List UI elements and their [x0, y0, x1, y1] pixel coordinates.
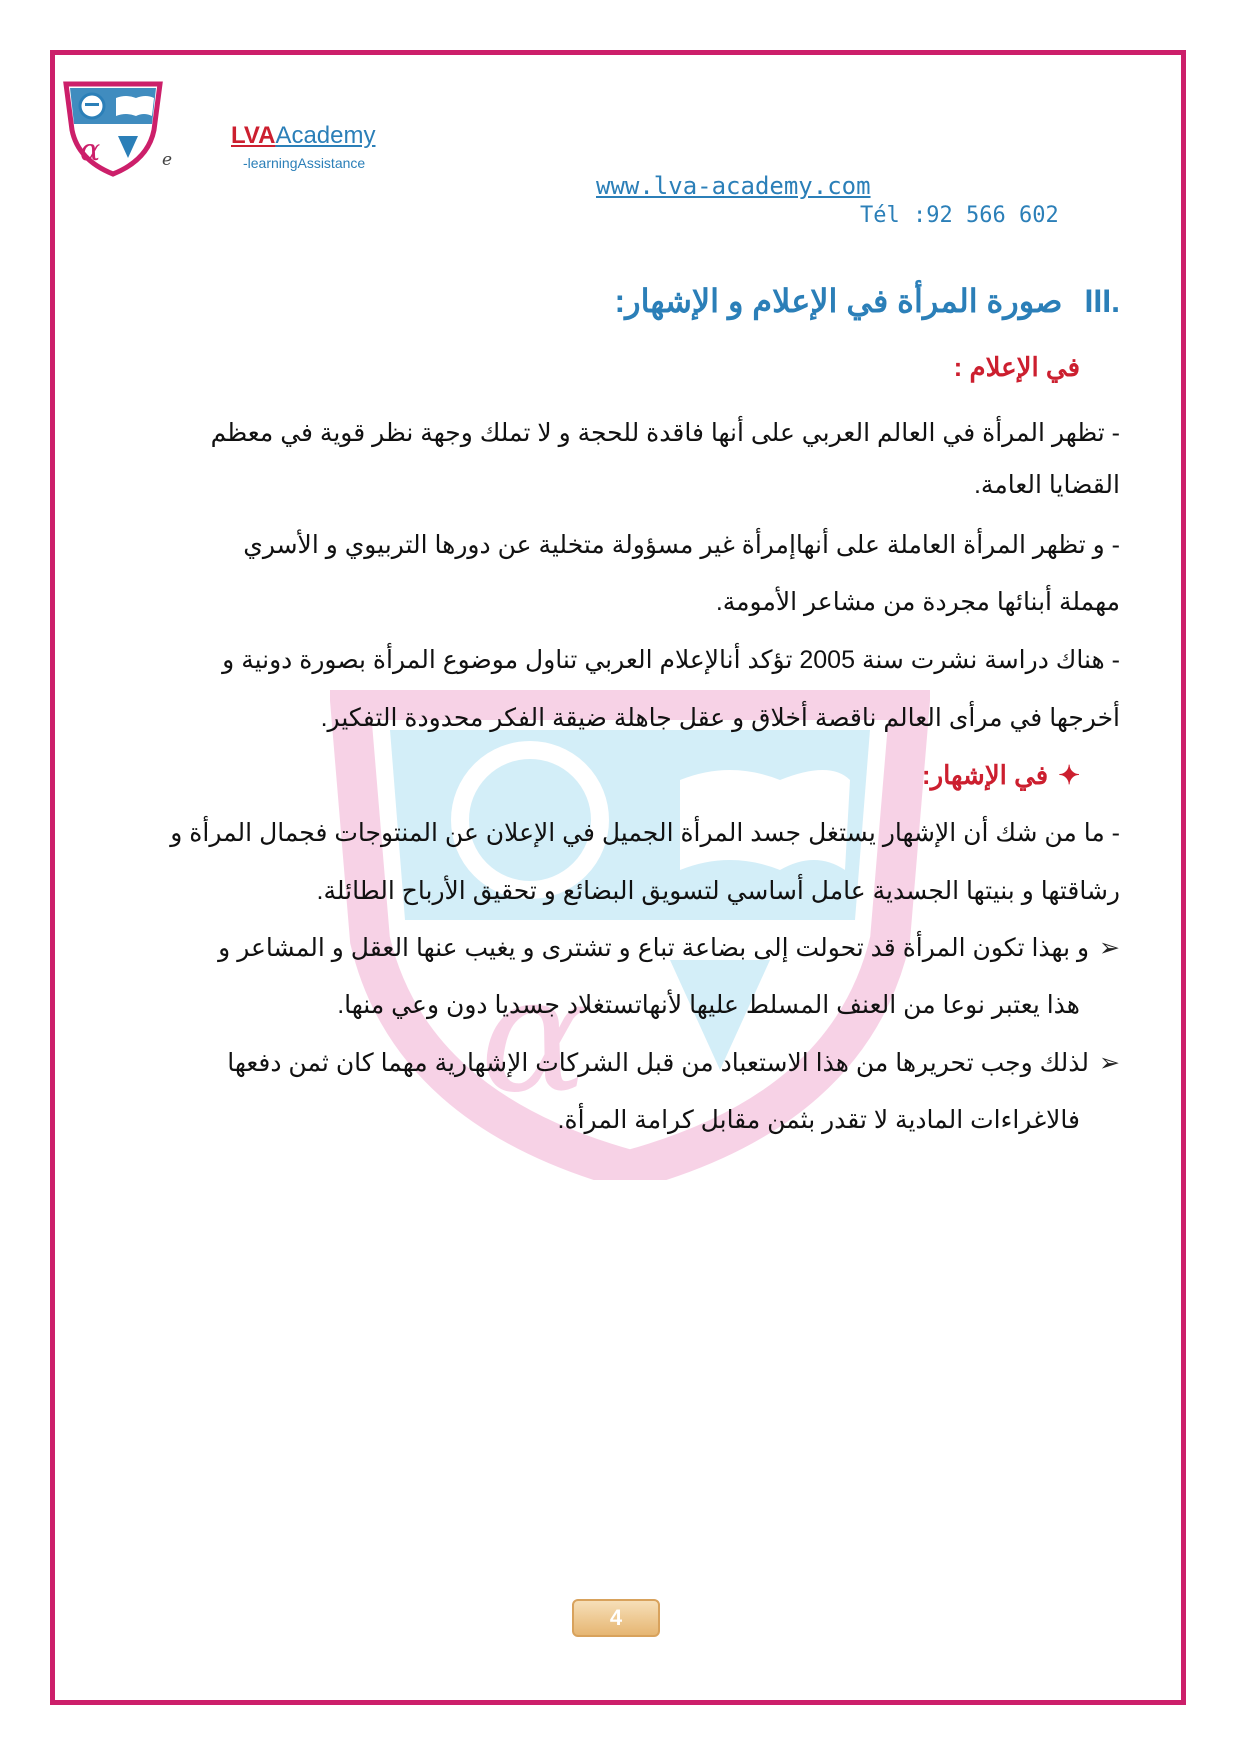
paragraph-line: رشاقتها و بنيتها الجسدية عامل أساسي لتسويق البضائع و تحقيق الأرباح الطائلة. [316, 877, 1120, 905]
phone-label: Tél : [860, 203, 927, 228]
bullet-text: و بهذا تكون المرأة قد تحولت إلى بضاعة تباع و تشترى و يغيب عنها العقل و المشاعر و [218, 934, 1090, 962]
arrow-bullet-icon: ➢ [1099, 1049, 1120, 1077]
svg-text:α: α [80, 133, 101, 168]
brand-subtitle: -learningAssistance [243, 155, 366, 171]
paragraph-line: - هناك دراسة نشرت سنة 2005 تؤكد أنالإعلام العربي تناول موضوع المرأة بصورة دونية و [222, 646, 1120, 674]
paragraph-line: - تظهر المرأة في العالم العربي على أنها فاقدة للحجة و لا تملك وجهة نظر قوية في معظم [210, 419, 1120, 447]
paragraph-line: مهملة أبنائها مجردة من مشاعر الأمومة. [715, 588, 1120, 616]
brand-name [231, 122, 375, 150]
paragraph-line: أخرجها في مرأى العالم ناقصة أخلاق و عقل جاهلة ضيقة الفكر محدودة التفكير. [320, 704, 1120, 732]
bullet-continuation: فالاغراءات المادية لا تقدر بثمن مقابل كرامة المرأة. [557, 1106, 1080, 1134]
phone-number [860, 203, 1059, 228]
section-heading [614, 282, 1120, 320]
page-number: 4 [572, 1599, 660, 1637]
logo-letter: e [162, 150, 173, 170]
paragraph-line: - ما من شك أن الإشهار يستغل جسد المرأة الجميل في الإعلان عن المنتوجات فجمال المرأة و [170, 819, 1120, 847]
svg-text:α: α [480, 941, 589, 1128]
section-title: صورة المرأة في الإعلام و الإشهار: [614, 283, 1063, 319]
website-link[interactable]: www.lva-academy.com [596, 172, 871, 200]
phone-value: 92 566 602 [926, 203, 1059, 228]
star-icon: ✦ [1058, 760, 1080, 790]
arrow-bullet-icon: ➢ [1099, 934, 1120, 962]
lva-logo-icon [58, 78, 168, 178]
bullet-text: لذلك وجب تحريرها من هذا الاستعباد من قبل الشركات الإشهارية مهما كان ثمن دفعها [227, 1049, 1090, 1077]
brand-lva: LVA [231, 122, 276, 149]
bullet-item [227, 1048, 1120, 1078]
paragraph-line: القضايا العامة. [973, 471, 1120, 499]
section-number: III. [1084, 283, 1120, 319]
paragraph-line: - و تظهر المرأة العاملة على أنهاإمرأة غير مسؤولة متخلية عن دورها التربيوي و الأسري [243, 531, 1120, 559]
bullet-item [218, 933, 1120, 963]
brand-academy: Academy [275, 122, 376, 149]
bullet-continuation: هذا يعتبر نوعا من العنف المسلط عليها لأنهاتستغلاد جسديا دون وعي منها. [337, 991, 1080, 1019]
media-heading: في الإعلام : [953, 352, 1080, 382]
advertising-heading-text: في الإشهار: [921, 760, 1049, 790]
advertising-heading [922, 760, 1080, 791]
